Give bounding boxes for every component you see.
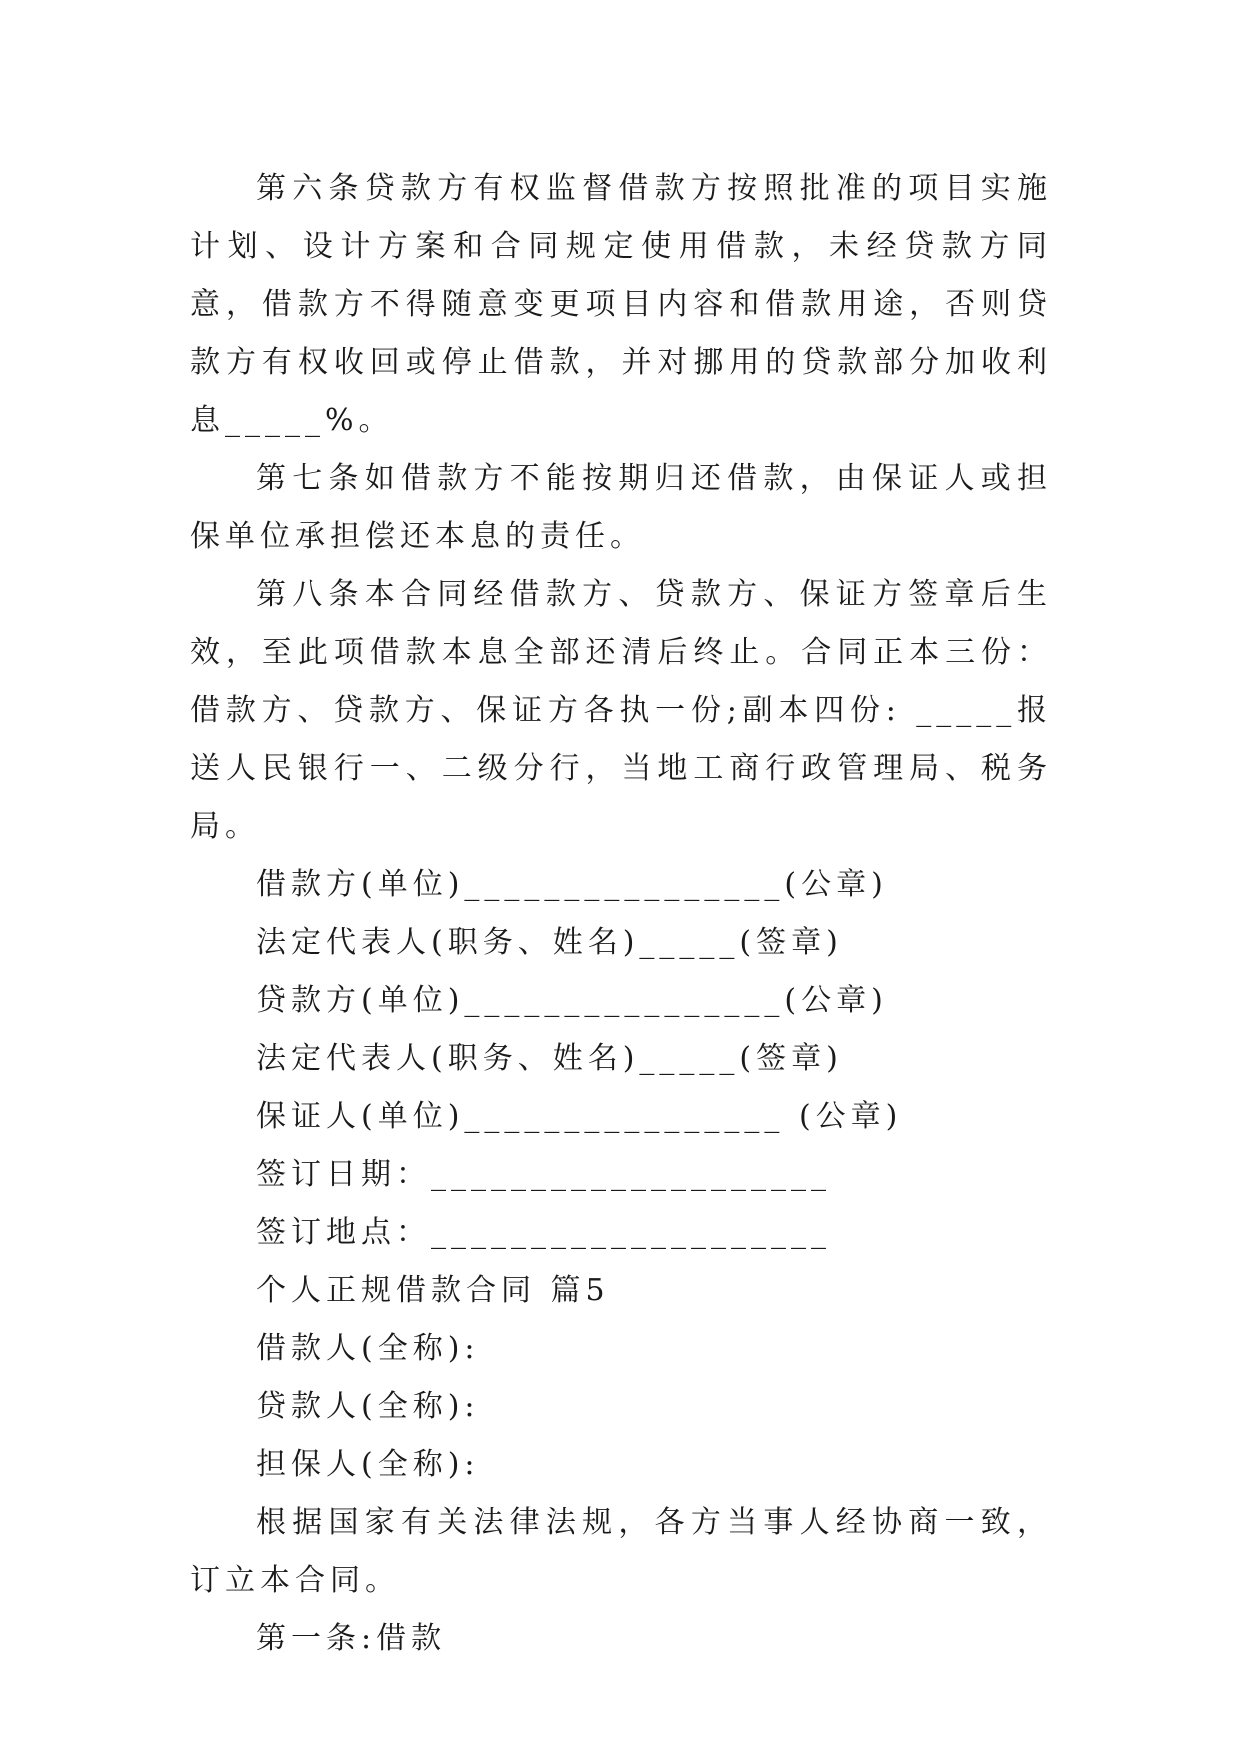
lender-name-line: 贷款人(全称): [256, 1389, 480, 1424]
section-title: 个人正规借款合同 篇5 [256, 1273, 610, 1308]
article-one-heading: 第一条:借款 [256, 1621, 447, 1656]
borrower-representative-signature-line: 法定代表人(职务、姓名)_____(签章) [256, 925, 843, 960]
signing-date-line: 签订日期：____________________ [256, 1157, 831, 1192]
guarantor-name-line: 担保人(全称): [256, 1447, 480, 1482]
signing-place-line: 签订地点：____________________ [256, 1215, 831, 1250]
borrower-name-line: 借款人(全称): [256, 1331, 480, 1366]
guarantor-unit-signature-line: 保证人(单位)________________ (公章) [256, 1099, 903, 1134]
document-body [190, 160, 1052, 1668]
intro-paragraph: 根据国家有关法律法规，各方当事人经协商一致，订立本合同。 [190, 1505, 1052, 1598]
borrower-unit-signature-line: 借款方(单位)________________(公章) [256, 867, 888, 902]
article-eight-paragraph: 第八条本合同经借款方、贷款方、保证方签章后生效，至此项借款本息全部还清后终止。合同正本三份：借款方、贷款方、保证方各执一份;副本四份: _____报送人民银行一、二级分行，当地工商行政管理局、税务局。 [190, 577, 1052, 844]
lender-representative-signature-line: 法定代表人(职务、姓名)_____(签章) [256, 1041, 843, 1076]
lender-unit-signature-line: 贷款方(单位)________________(公章) [256, 983, 888, 1018]
article-six-paragraph: 第六条贷款方有权监督借款方按照批准的项目实施计划、设计方案和合同规定使用借款，未经贷款方同意，借款方不得随意变更项目内容和借款用途，否则贷款方有权收回或停止借款，并对挪用的贷款部分加收利息_____%。 [190, 171, 1052, 438]
article-seven-paragraph: 第七条如借款方不能按期归还借款，由保证人或担保单位承担偿还本息的责任。 [190, 461, 1052, 554]
